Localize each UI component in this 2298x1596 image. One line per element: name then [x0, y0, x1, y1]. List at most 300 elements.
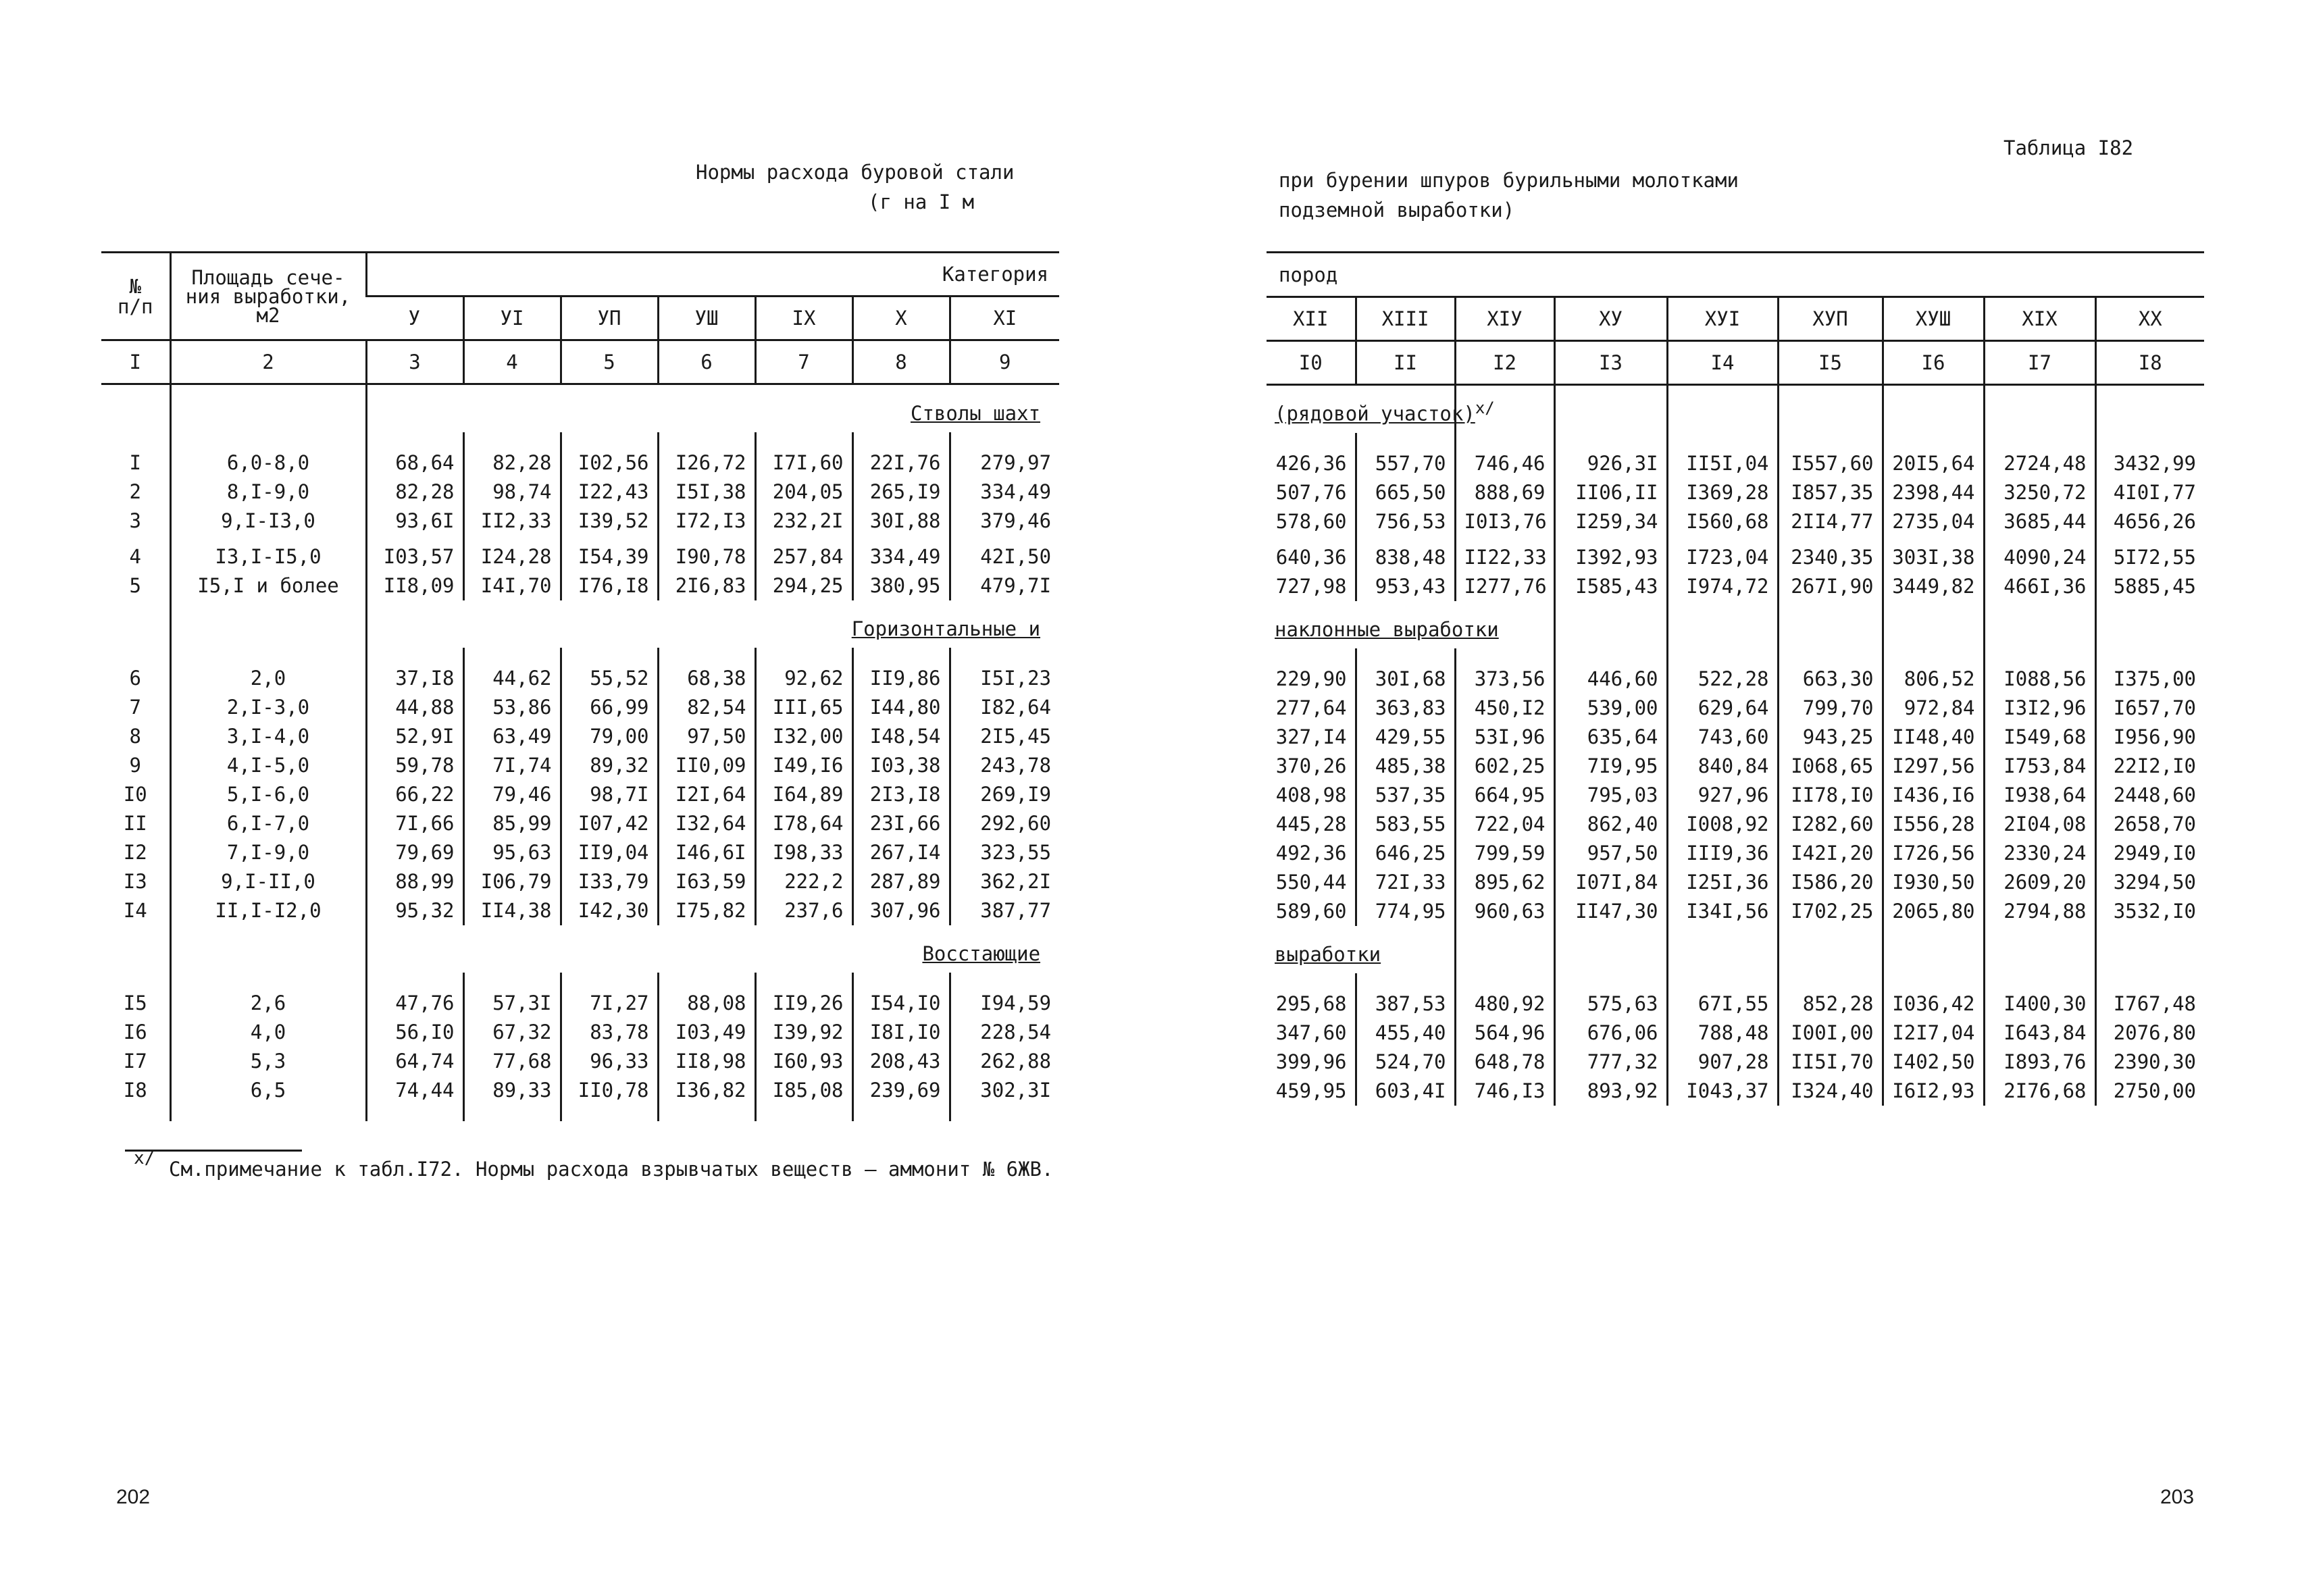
gap-cell: [1883, 433, 1984, 449]
table-cell: 88,08: [658, 989, 755, 1018]
table-row: [101, 1018, 1059, 1047]
table-cell: I392,93: [1554, 536, 1667, 572]
table-cell: 59,78: [366, 751, 463, 780]
category-column-header: XI: [950, 297, 1059, 340]
section-title: [366, 600, 1059, 648]
table-cell: I03,57: [366, 536, 463, 571]
table-cell: 445,28: [1275, 813, 1347, 835]
table-cell: 387,53: [1356, 989, 1455, 1019]
table-cell: 9,I-I3,0: [170, 507, 366, 536]
right-page-number: 203: [2160, 1486, 2195, 1508]
table-row: [1267, 572, 2204, 601]
section-spacer: [2095, 385, 2204, 434]
table-cell: I8I,I0: [852, 1018, 950, 1047]
table-row: [101, 507, 1059, 536]
table-cell: I974,72: [1667, 572, 1778, 601]
gap-cell: [2095, 973, 2204, 989]
table-cell: 5,3: [170, 1047, 366, 1076]
table-cell: I930,50: [1883, 868, 1984, 897]
table-row: [101, 989, 1059, 1018]
table-cell: 44,62: [463, 664, 561, 693]
section-title-text: (рядовой участок): [1275, 403, 1475, 426]
table-cell: 4090,24: [1984, 536, 2095, 572]
table-cell: II9,86: [852, 664, 950, 693]
table-cell: I2I,64: [658, 780, 755, 809]
table-cell: 96,33: [561, 1047, 658, 1076]
table-cell: 7: [129, 696, 141, 719]
gap-cell: [658, 432, 755, 448]
table-cell: I42I,20: [1778, 839, 1883, 868]
table-row: [1267, 1019, 2204, 1048]
table-cell: 429,55: [1356, 723, 1455, 752]
table-cell: 664,95: [1455, 781, 1554, 810]
table-cell: 3250,72: [1984, 478, 2095, 507]
column-number: 6: [658, 340, 755, 384]
gap-cell: [755, 973, 852, 989]
table-cell: I22,43: [561, 478, 658, 507]
gap-cell: [950, 432, 1059, 448]
table-cell: I32,00: [755, 722, 852, 751]
table-cell: 7I,66: [366, 809, 463, 838]
table-cell: I4: [123, 899, 147, 922]
table-cell: 5: [129, 574, 141, 597]
table-cell: 756,53: [1356, 507, 1455, 536]
table-cell: I402,50: [1883, 1048, 1984, 1077]
table-cell: III,65: [755, 693, 852, 722]
table-cell: 88,99: [366, 867, 463, 896]
table-cell: 522,28: [1667, 665, 1778, 694]
table-cell: I90,78: [658, 536, 755, 571]
gap-cell: [1778, 648, 1883, 665]
table-cell: I6: [123, 1021, 147, 1044]
table-cell: I259,34: [1554, 507, 1667, 536]
table-cell: 22I2,I0: [2095, 752, 2204, 781]
table-cell: 265,I9: [852, 478, 950, 507]
table-row: [1267, 1048, 2204, 1077]
table-cell: II8,09: [366, 571, 463, 600]
table-cell: 5I72,55: [2095, 536, 2204, 572]
section-title: [366, 925, 1059, 973]
table-cell: 2398,44: [1883, 478, 1984, 507]
column-number: I7: [1984, 341, 2095, 385]
table-cell: 232,2I: [755, 507, 852, 536]
row-gap: [101, 648, 1059, 664]
table-cell: 97,50: [658, 722, 755, 751]
table-cell: I857,35: [1778, 478, 1883, 507]
table-cell: 3,I-4,0: [170, 722, 366, 751]
table-cell: I2: [123, 841, 147, 864]
table-cell: 2390,30: [2095, 1048, 2204, 1077]
table-cell: 799,70: [1778, 694, 1883, 723]
table-cell: 838,48: [1356, 536, 1455, 572]
table-cell: 583,55: [1356, 810, 1455, 839]
gap-cell: [366, 973, 463, 989]
table-row: [1267, 478, 2204, 507]
section-spacer: [2095, 601, 2204, 648]
table-cell: 6,5: [170, 1076, 366, 1105]
rock-label: пород: [1279, 263, 1338, 286]
table-cell: I8: [123, 1079, 147, 1102]
table-cell: I4I,70: [463, 571, 561, 600]
table-cell: 77,68: [463, 1047, 561, 1076]
table-cell: 578,60: [1275, 510, 1347, 533]
table-cell: I560,68: [1667, 507, 1778, 536]
table-cell: I369,28: [1667, 478, 1778, 507]
gap-cell: [1455, 648, 1554, 665]
section-title: [1267, 385, 1495, 434]
table-cell: I702,25: [1778, 897, 1883, 926]
section-title: [366, 384, 1059, 433]
table-cell: 727,98: [1275, 575, 1347, 598]
table-cell: I436,I6: [1883, 781, 1984, 810]
table-cell: 2II4,77: [1778, 507, 1883, 536]
table-cell: I008,92: [1667, 810, 1778, 839]
table-cell: I400,30: [1984, 989, 2095, 1019]
table-row: [101, 664, 1059, 693]
table-row: [1267, 868, 2204, 897]
table-cell: 2I5,45: [950, 722, 1059, 751]
table-cell: 269,I9: [950, 780, 1059, 809]
table-cell: 4656,26: [2095, 507, 2204, 536]
table-cell: II9,04: [561, 838, 658, 867]
table-cell: 539,00: [1554, 694, 1667, 723]
table-cell: I42,30: [561, 896, 658, 925]
column-number: I8: [2095, 341, 2204, 385]
table-cell: 9,I-II,0: [170, 867, 366, 896]
gap-cell: [1883, 648, 1984, 665]
table-cell: 972,84: [1883, 694, 1984, 723]
column-number: 4: [463, 340, 561, 384]
section-title-text: Горизонтальные и: [851, 617, 1041, 640]
column-number: I6: [1883, 341, 1984, 385]
table-cell: 98,74: [463, 478, 561, 507]
table-cell: 294,25: [755, 571, 852, 600]
table-cell: 347,60: [1275, 1021, 1347, 1044]
table-cell: 222,2: [755, 867, 852, 896]
table-cell: 507,76: [1275, 481, 1347, 504]
gap-cell: [366, 432, 463, 448]
table-cell: 262,88: [950, 1047, 1059, 1076]
section-spacer: [1984, 601, 2095, 648]
table-cell: 67I,55: [1667, 989, 1778, 1019]
table-cell: I44,80: [852, 693, 950, 722]
footnote-mark: х/: [134, 1148, 155, 1168]
gap-cell: [1455, 973, 1554, 989]
gap-cell: [463, 1105, 561, 1121]
table-cell: 387,77: [950, 896, 1059, 925]
gap-cell: [101, 648, 170, 664]
section-spacer: [1984, 926, 2095, 973]
table-cell: 93,6I: [366, 507, 463, 536]
table-cell: I94,59: [950, 989, 1059, 1018]
table-cell: I586,20: [1778, 868, 1883, 897]
column-number: I: [101, 340, 170, 384]
table-cell: I557,60: [1778, 449, 1883, 478]
table-cell: 239,69: [852, 1076, 950, 1105]
gap-cell: [950, 1105, 1059, 1121]
table-cell: 4,0: [170, 1018, 366, 1047]
gap-cell: [101, 973, 170, 989]
table-row: [1267, 507, 2204, 536]
table-cell: I25I,36: [1667, 868, 1778, 897]
table-cell: I75,82: [658, 896, 755, 925]
gap-cell: [366, 1105, 463, 1121]
left-column-number-row: [101, 340, 1059, 384]
table-cell: I643,84: [1984, 1019, 2095, 1048]
table-cell: 334,49: [852, 536, 950, 571]
table-cell: 426,36: [1275, 452, 1347, 475]
table-cell: I297,56: [1883, 752, 1984, 781]
table-cell: 30I,68: [1356, 665, 1455, 694]
table-row: [101, 1047, 1059, 1076]
table-cell: 82,28: [366, 478, 463, 507]
table-cell: I549,68: [1984, 723, 2095, 752]
gap-cell: [1984, 433, 2095, 449]
table-cell: 550,44: [1275, 871, 1347, 894]
table-cell: 95,32: [366, 896, 463, 925]
right-title-line1: при бурении шпуров бурильными молотками: [1279, 169, 1739, 192]
table-cell: 79,69: [366, 838, 463, 867]
table-cell: 3294,50: [2095, 868, 2204, 897]
section-spacer: [1883, 385, 1984, 434]
column-number: I3: [1554, 341, 1667, 385]
category-column-header: XIX: [1984, 297, 2095, 341]
category-column-header: XX: [2095, 297, 2204, 341]
table-cell: 640,36: [1275, 546, 1347, 569]
table-cell: 629,64: [1667, 694, 1778, 723]
category-column-header: XУ: [1554, 297, 1667, 341]
gap-cell: [1778, 973, 1883, 989]
table-cell: I07,42: [561, 809, 658, 838]
table-cell: 943,25: [1778, 723, 1883, 752]
table-row: [1267, 810, 2204, 839]
table-cell: 2I04,08: [1984, 810, 2095, 839]
table-cell: 257,84: [755, 536, 852, 571]
table-cell: I78,64: [755, 809, 852, 838]
table-cell: 79,46: [463, 780, 561, 809]
gap-cell: [950, 973, 1059, 989]
table-cell: 2794,88: [1984, 897, 2095, 926]
table-cell: 379,46: [950, 507, 1059, 536]
table-cell: 957,50: [1554, 839, 1667, 868]
table-cell: 2448,60: [2095, 781, 2204, 810]
table-cell: 564,96: [1455, 1019, 1554, 1048]
table-cell: 589,60: [1275, 900, 1347, 923]
table-cell: 370,26: [1275, 754, 1347, 777]
gap-cell: [1667, 648, 1778, 665]
table-cell: 67,32: [463, 1018, 561, 1047]
table-cell: 66,99: [561, 693, 658, 722]
table-cell: 455,40: [1356, 1019, 1455, 1048]
gap-cell: [852, 973, 950, 989]
table-cell: 2065,80: [1883, 897, 1984, 926]
section-spacer: [1778, 385, 1883, 434]
table-cell: II06,II: [1554, 478, 1667, 507]
table-cell: 2I3,I8: [852, 780, 950, 809]
table-cell: 2609,20: [1984, 868, 2095, 897]
section-title-text: Восстающие: [922, 942, 1041, 965]
table-cell: 279,97: [950, 448, 1059, 478]
table-cell: 362,2I: [950, 867, 1059, 896]
table-cell: 3449,82: [1883, 572, 1984, 601]
table-row: [1267, 897, 2204, 926]
table-cell: 2735,04: [1883, 507, 1984, 536]
category-column-header: XIII: [1356, 297, 1455, 341]
table-cell: 2,6: [170, 989, 366, 1018]
table-cell: 888,69: [1455, 478, 1554, 507]
table-cell: I36,82: [658, 1076, 755, 1105]
section-row: [101, 925, 1059, 973]
column-number: 3: [366, 340, 463, 384]
table-cell: I33,79: [561, 867, 658, 896]
section-spacer: [170, 384, 366, 433]
table-cell: II: [123, 812, 147, 835]
table-cell: 8: [129, 725, 141, 748]
table-cell: I03,38: [852, 751, 950, 780]
table-cell: 7,I-9,0: [170, 838, 366, 867]
table-cell: 743,60: [1667, 723, 1778, 752]
table-cell: 373,56: [1455, 665, 1554, 694]
table-cell: 42I,50: [950, 536, 1059, 571]
table-cell: 63,49: [463, 722, 561, 751]
table-cell: 537,35: [1356, 781, 1455, 810]
table-cell: 243,78: [950, 751, 1059, 780]
table-cell: 68,38: [658, 664, 755, 693]
section-spacer: [1667, 926, 1778, 973]
table-row: [101, 1076, 1059, 1105]
table-cell: 9: [129, 754, 141, 777]
table-cell: 399,96: [1275, 1050, 1347, 1073]
section-spacer: [1667, 385, 1778, 434]
section-row: [1267, 601, 2204, 648]
table-cell: 746,I3: [1455, 1077, 1554, 1106]
column-number: I2: [1455, 341, 1554, 385]
table-cell: 6,I-7,0: [170, 809, 366, 838]
table-cell: 7I,27: [561, 989, 658, 1018]
table-row: [1267, 781, 2204, 810]
gap-cell: [852, 648, 950, 664]
table-cell: 893,92: [1554, 1077, 1667, 1106]
table-cell: 323,55: [950, 838, 1059, 867]
table-cell: 2724,48: [1984, 449, 2095, 478]
table-cell: I657,70: [2095, 694, 2204, 723]
table-cell: 7I9,95: [1554, 752, 1667, 781]
table-cell: 722,04: [1455, 810, 1554, 839]
gap-cell: [1267, 433, 1356, 449]
table-cell: 5885,45: [2095, 572, 2204, 601]
gap-cell: [852, 432, 950, 448]
table-cell: 2: [129, 480, 141, 503]
table-cell: II,I-I2,0: [170, 896, 366, 925]
table-cell: I82,64: [950, 693, 1059, 722]
gap-cell: [463, 973, 561, 989]
table-cell: 307,96: [852, 896, 950, 925]
column-header-num: № п/п: [101, 253, 170, 340]
table-cell: I723,04: [1667, 536, 1778, 572]
row-gap: [1267, 433, 2204, 449]
gap-cell: [755, 432, 852, 448]
category-column-header: XУП: [1778, 297, 1883, 341]
category-header: Категория: [366, 253, 1059, 297]
table-cell: I767,48: [2095, 989, 2204, 1019]
right-column-number-row: [1267, 341, 2204, 385]
table-cell: II47,30: [1554, 897, 1667, 926]
table-row: [101, 896, 1059, 925]
table-row: [1267, 449, 2204, 478]
table-cell: I324,40: [1778, 1077, 1883, 1106]
table-cell: 23I,66: [852, 809, 950, 838]
table-row: [1267, 752, 2204, 781]
table-cell: 2I6,83: [658, 571, 755, 600]
table-cell: I893,76: [1984, 1048, 2095, 1077]
gap-cell: [658, 973, 755, 989]
table-cell: 380,95: [852, 571, 950, 600]
table-cell: 89,33: [463, 1076, 561, 1105]
category-column-header: IX: [755, 297, 852, 340]
section-spacer: [1554, 926, 1667, 973]
section-spacer: [1667, 601, 1778, 648]
table-row: [101, 809, 1059, 838]
table-cell: 953,43: [1356, 572, 1455, 601]
gap-cell: [170, 432, 366, 448]
table-cell: 277,64: [1275, 696, 1347, 719]
table-cell: I39,92: [755, 1018, 852, 1047]
table-cell: 2340,35: [1778, 536, 1883, 572]
table-cell: 895,62: [1455, 868, 1554, 897]
gap-cell: [1778, 433, 1883, 449]
category-column-header: XУШ: [1883, 297, 1984, 341]
table-cell: I3I2,96: [1984, 694, 2095, 723]
left-title-line1: Нормы расхода буровой стали: [696, 161, 1015, 184]
table-row: [101, 536, 1059, 571]
section-row: [1267, 926, 2204, 973]
table-cell: 287,89: [852, 867, 950, 896]
table-row: [1267, 536, 2204, 572]
table-cell: I: [129, 451, 141, 474]
gap-cell: [170, 648, 366, 664]
table-cell: I72,I3: [658, 507, 755, 536]
table-cell: I585,43: [1554, 572, 1667, 601]
table-cell: 459,95: [1275, 1079, 1347, 1102]
gap-cell: [1667, 433, 1778, 449]
table-row: [101, 780, 1059, 809]
table-cell: 795,03: [1554, 781, 1667, 810]
table-cell: I088,56: [1984, 665, 2095, 694]
table-cell: I556,28: [1883, 810, 1984, 839]
table-cell: 334,49: [950, 478, 1059, 507]
table-cell: 303I,38: [1883, 536, 1984, 572]
table-cell: 2,I-3,0: [170, 693, 366, 722]
table-cell: 292,60: [950, 809, 1059, 838]
left-title-line2: (г на I м: [868, 190, 975, 213]
gap-cell: [950, 648, 1059, 664]
table-cell: I39,52: [561, 507, 658, 536]
table-cell: 2750,00: [2095, 1077, 2204, 1106]
table-cell: 2330,24: [1984, 839, 2095, 868]
table-cell: I46,6I: [658, 838, 755, 867]
gap-cell: [561, 648, 658, 664]
table-cell: 83,78: [561, 1018, 658, 1047]
section-row: [101, 600, 1059, 648]
table-row: [1267, 989, 2204, 1019]
table-cell: I036,42: [1883, 989, 1984, 1019]
table-cell: 30I,88: [852, 507, 950, 536]
table-cell: 480,92: [1455, 989, 1554, 1019]
category-column-header: УП: [561, 297, 658, 340]
gap-cell: [1267, 973, 1356, 989]
left-header-row: [101, 253, 1059, 297]
table-cell: 64,74: [366, 1047, 463, 1076]
